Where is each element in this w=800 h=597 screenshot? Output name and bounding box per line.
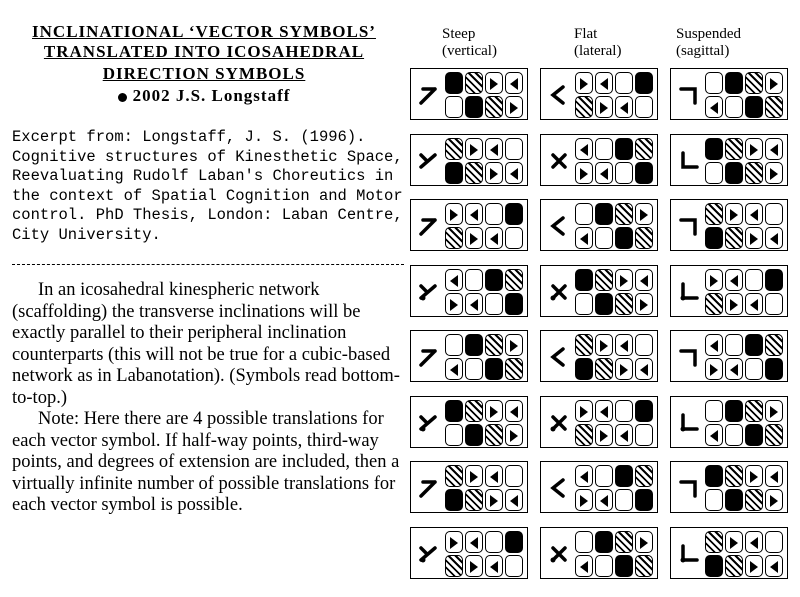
direction-symbol-icon [445,203,463,225]
symbol-cell [540,527,658,579]
direction-symbol-icon [575,400,593,422]
direction-symbol-icon [505,293,523,315]
direction-symbol-icon [725,162,743,184]
symbol-cell [670,396,788,448]
direction-symbol-icon [465,465,483,487]
direction-symbol-icon [615,96,633,118]
direction-symbol-icon [725,72,743,94]
direction-symbol-icon [765,400,783,422]
direction-symbol-icon [705,334,723,356]
symbol-cell [410,199,528,251]
direction-symbol-icon [595,489,613,511]
vector-symbol-icon [545,540,573,568]
direction-symbols [445,202,527,250]
direction-symbol-icon [575,334,593,356]
direction-symbol-icon [725,531,743,553]
direction-symbol-icon [485,227,503,249]
direction-symbol-icon [485,96,503,118]
direction-symbol-icon [445,72,463,94]
direction-symbol-icon [705,531,723,553]
direction-symbols [445,399,527,447]
direction-symbol-icon [445,227,463,249]
direction-symbol-icon [465,138,483,160]
symbol-cell [670,461,788,513]
direction-symbol-icon [765,72,783,94]
direction-symbol-icon [745,489,763,511]
body-paragraph-1: In an icosahedral kinespheric network (scaffolding) the transverse inclinations will be exactly parallel to their peripheral inclination counterparts (this will not be true for a cubic-based network as in Labanotation). (Symbols read bottom-to-top.) [12,280,400,408]
copyright-text: 2002 J.S. Longstaff [132,86,291,105]
direction-symbol-icon [725,269,743,291]
direction-symbol-icon [745,293,763,315]
excerpt-line: Excerpt from: Longstaff, J. S. (1996). [12,128,366,146]
direction-symbol-icon [705,489,723,511]
direction-symbol-icon [485,269,503,291]
direction-symbol-icon [765,96,783,118]
direction-symbol-icon [705,203,723,225]
direction-symbol-icon [745,269,763,291]
direction-symbol-icon [485,531,503,553]
direction-symbol-icon [595,227,613,249]
direction-symbol-icon [725,138,743,160]
direction-symbols [705,530,787,578]
direction-symbol-icon [705,162,723,184]
body-paragraph-2: Note: Here there are 4 possible translations for each vector symbol. If half-way points, third-way points, and degrees of extension are included, then a virtually infinite number of possible translations for each vector symbol is possible. [12,409,400,515]
direction-symbol-icon [575,227,593,249]
column-header-name: Flat [574,26,598,42]
direction-symbol-icon [505,203,523,225]
direction-symbol-icon [445,424,463,446]
direction-symbol-icon [595,400,613,422]
direction-symbol-icon [465,400,483,422]
direction-symbols [575,202,657,250]
vector-symbol-icon [415,540,443,568]
direction-symbols [705,464,787,512]
symbol-cell [670,265,788,317]
excerpt-line: the context of Spatial Cognition and Motor [12,186,403,205]
direction-symbol-icon [485,424,503,446]
vector-symbol-icon [415,212,443,240]
direction-symbol-icon [505,400,523,422]
direction-symbol-icon [635,293,653,315]
direction-symbol-icon [575,531,593,553]
direction-symbols [705,137,787,185]
symbol-cell [410,134,528,186]
direction-symbols [575,268,657,316]
direction-symbol-icon [745,203,763,225]
direction-symbols [575,399,657,447]
direction-symbols [445,137,527,185]
direction-symbol-icon [745,162,763,184]
direction-symbol-icon [505,162,523,184]
direction-symbol-icon [765,555,783,577]
direction-symbol-icon [465,227,483,249]
direction-symbol-icon [485,400,503,422]
direction-symbol-icon [615,269,633,291]
direction-symbol-icon [745,227,763,249]
symbol-cell [670,199,788,251]
excerpt-line: control. PhD Thesis, London: Laban Centre, [12,206,403,224]
direction-symbol-icon [765,138,783,160]
direction-symbol-icon [705,555,723,577]
direction-symbol-icon [725,334,743,356]
direction-symbol-icon [615,489,633,511]
direction-symbols [575,464,657,512]
direction-symbol-icon [595,334,613,356]
direction-symbol-icon [615,424,633,446]
direction-symbol-icon [705,400,723,422]
direction-symbol-icon [725,203,743,225]
direction-symbol-icon [595,358,613,380]
direction-symbol-icon [725,555,743,577]
direction-symbol-icon [595,162,613,184]
direction-symbols [705,202,787,250]
direction-symbol-icon [765,465,783,487]
vector-symbol-icon [675,343,703,371]
direction-symbol-icon [635,269,653,291]
direction-symbol-icon [615,358,633,380]
direction-symbol-icon [615,72,633,94]
direction-symbol-icon [635,400,653,422]
direction-symbol-icon [725,227,743,249]
symbol-cell [670,134,788,186]
direction-symbol-icon [615,203,633,225]
direction-symbol-icon [765,334,783,356]
direction-symbol-icon [465,162,483,184]
direction-symbol-icon [485,138,503,160]
direction-symbol-icon [465,96,483,118]
direction-symbols [705,399,787,447]
direction-symbol-icon [705,358,723,380]
direction-symbol-icon [445,138,463,160]
direction-symbol-icon [595,203,613,225]
direction-symbol-icon [615,227,633,249]
direction-symbol-icon [465,72,483,94]
direction-symbols [445,333,527,381]
vector-symbol-icon [545,147,573,175]
direction-symbol-icon [635,162,653,184]
direction-symbol-icon [745,531,763,553]
direction-symbol-icon [745,424,763,446]
symbol-cell [410,396,528,448]
direction-symbol-icon [705,293,723,315]
symbol-cell [540,461,658,513]
direction-symbol-icon [465,489,483,511]
symbol-cell [540,396,658,448]
direction-symbol-icon [595,96,613,118]
direction-symbol-icon [765,162,783,184]
body-text [12,280,404,517]
vector-symbol-icon [675,212,703,240]
direction-symbol-icon [765,358,783,380]
direction-symbol-icon [575,162,593,184]
direction-symbol-icon [595,269,613,291]
symbol-cell [670,527,788,579]
vector-symbol-icon [545,81,573,109]
direction-symbol-icon [635,424,653,446]
vector-symbol-icon [545,278,573,306]
direction-symbol-icon [615,555,633,577]
vector-symbol-icon [675,540,703,568]
direction-symbol-icon [745,358,763,380]
direction-symbol-icon [445,531,463,553]
direction-symbol-icon [445,162,463,184]
direction-symbol-icon [615,138,633,160]
symbol-cell [670,330,788,382]
direction-symbols [575,333,657,381]
direction-symbol-icon [725,96,743,118]
excerpt-line: City University. [12,225,161,244]
direction-symbol-icon [485,293,503,315]
symbol-table [408,0,800,597]
direction-symbol-icon [635,203,653,225]
direction-symbol-icon [575,138,593,160]
direction-symbol-icon [505,96,523,118]
direction-symbol-icon [765,531,783,553]
title-line-2: TRANSLATED INTO ICOSAHEDRAL [43,42,365,61]
symbol-cell [540,330,658,382]
direction-symbol-icon [465,203,483,225]
direction-symbol-icon [705,465,723,487]
direction-symbol-icon [615,400,633,422]
symbol-cell [410,68,528,120]
direction-symbol-icon [705,424,723,446]
column-header-sub: (vertical) [442,43,497,59]
direction-symbol-icon [595,72,613,94]
vector-symbol-icon [675,278,703,306]
direction-symbol-icon [445,269,463,291]
copyright-icon [118,93,127,102]
direction-symbol-icon [725,489,743,511]
direction-symbol-icon [745,555,763,577]
vector-symbol-icon [415,343,443,371]
direction-symbol-icon [745,72,763,94]
title-line-1: INCLINATIONAL ‘VECTOR SYMBOLS’ [32,22,376,41]
direction-symbol-icon [705,269,723,291]
direction-symbols [705,268,787,316]
vector-symbol-icon [415,278,443,306]
direction-symbol-icon [445,96,463,118]
direction-symbol-icon [505,424,523,446]
direction-symbol-icon [745,138,763,160]
direction-symbol-icon [635,96,653,118]
symbol-cell [540,134,658,186]
direction-symbol-icon [765,203,783,225]
direction-symbol-icon [575,555,593,577]
direction-symbols [575,137,657,185]
direction-symbol-icon [575,203,593,225]
column-header-suspended [676,26,741,60]
vector-symbol-icon [415,409,443,437]
vector-symbol-icon [675,474,703,502]
direction-symbol-icon [595,465,613,487]
direction-symbol-icon [615,465,633,487]
direction-symbol-icon [635,72,653,94]
direction-symbol-icon [765,227,783,249]
direction-symbol-icon [485,465,503,487]
direction-symbols [575,71,657,119]
direction-symbol-icon [725,293,743,315]
direction-symbol-icon [485,489,503,511]
direction-symbol-icon [445,489,463,511]
direction-symbol-icon [505,531,523,553]
symbol-cell [670,68,788,120]
direction-symbol-icon [635,358,653,380]
copyright [8,86,400,106]
direction-symbol-icon [485,555,503,577]
direction-symbol-icon [705,227,723,249]
direction-symbol-icon [745,400,763,422]
direction-symbol-icon [745,465,763,487]
direction-symbol-icon [445,293,463,315]
direction-symbol-icon [635,555,653,577]
symbol-cell [410,461,528,513]
direction-symbols [445,530,527,578]
direction-symbol-icon [615,334,633,356]
vector-symbol-icon [415,147,443,175]
direction-symbol-icon [705,96,723,118]
dashed-divider [12,264,404,265]
symbol-cell [540,199,658,251]
direction-symbol-icon [505,334,523,356]
direction-symbol-icon [635,227,653,249]
column-header-name: Suspended [676,26,741,42]
direction-symbol-icon [485,203,503,225]
direction-symbol-icon [485,72,503,94]
direction-symbol-icon [505,555,523,577]
title-line-3: DIRECTION SYMBOLS [102,64,306,83]
direction-symbol-icon [445,465,463,487]
direction-symbols [445,464,527,512]
vector-symbol-icon [545,409,573,437]
direction-symbol-icon [575,465,593,487]
direction-symbol-icon [635,138,653,160]
direction-symbol-icon [635,465,653,487]
direction-symbol-icon [575,489,593,511]
direction-symbol-icon [505,269,523,291]
direction-symbols [705,71,787,119]
direction-symbol-icon [595,531,613,553]
direction-symbol-icon [615,293,633,315]
direction-symbol-icon [445,358,463,380]
direction-symbol-icon [485,358,503,380]
direction-symbol-icon [445,555,463,577]
direction-symbol-icon [465,424,483,446]
direction-symbol-icon [765,269,783,291]
direction-symbol-icon [765,489,783,511]
vector-symbol-icon [415,474,443,502]
direction-symbol-icon [465,293,483,315]
direction-symbol-icon [595,138,613,160]
vector-symbol-icon [545,474,573,502]
column-header-name: Steep [442,26,476,42]
direction-symbol-icon [725,465,743,487]
direction-symbol-icon [595,293,613,315]
direction-symbol-icon [725,358,743,380]
column-header-sub: (sagittal) [676,43,730,59]
direction-symbol-icon [725,424,743,446]
excerpt-line: Reevaluating Rudolf Laban's Choreutics in [12,167,394,185]
symbol-cell [410,330,528,382]
direction-symbol-icon [445,400,463,422]
direction-symbol-icon [595,555,613,577]
direction-symbol-icon [505,489,523,511]
excerpt-line: Cognitive structures of Kinesthetic Space, [12,147,403,166]
vector-symbol-icon [675,81,703,109]
direction-symbol-icon [575,269,593,291]
direction-symbol-icon [635,334,653,356]
direction-symbol-icon [505,465,523,487]
direction-symbol-icon [465,358,483,380]
column-header-flat [574,26,621,60]
vector-symbol-icon [545,212,573,240]
direction-symbol-icon [505,227,523,249]
direction-symbol-icon [635,531,653,553]
direction-symbols [705,333,787,381]
direction-symbol-icon [705,72,723,94]
direction-symbol-icon [635,489,653,511]
direction-symbol-icon [445,334,463,356]
symbol-cell [410,527,528,579]
direction-symbol-icon [465,334,483,356]
direction-symbol-icon [765,293,783,315]
direction-symbol-icon [465,555,483,577]
direction-symbols [445,71,527,119]
direction-symbol-icon [765,424,783,446]
direction-symbol-icon [595,424,613,446]
direction-symbol-icon [745,334,763,356]
direction-symbol-icon [705,138,723,160]
vector-symbol-icon [415,81,443,109]
direction-symbol-icon [575,358,593,380]
symbol-cell [410,265,528,317]
direction-symbol-icon [485,162,503,184]
vector-symbol-icon [545,343,573,371]
direction-symbols [445,268,527,316]
direction-symbol-icon [465,531,483,553]
symbol-cell [540,265,658,317]
direction-symbol-icon [575,424,593,446]
direction-symbol-icon [575,293,593,315]
direction-symbol-icon [505,358,523,380]
direction-symbols [575,530,657,578]
direction-symbol-icon [505,138,523,160]
direction-symbol-icon [745,96,763,118]
direction-symbol-icon [465,269,483,291]
column-header-steep [442,26,497,60]
symbol-cell [540,68,658,120]
direction-symbol-icon [615,162,633,184]
excerpt [12,128,404,245]
direction-symbol-icon [725,400,743,422]
column-header-sub: (lateral) [574,43,622,59]
direction-symbol-icon [505,72,523,94]
vector-symbol-icon [675,409,703,437]
vector-symbol-icon [675,147,703,175]
direction-symbol-icon [575,72,593,94]
direction-symbol-icon [575,96,593,118]
direction-symbol-icon [485,334,503,356]
direction-symbol-icon [615,531,633,553]
